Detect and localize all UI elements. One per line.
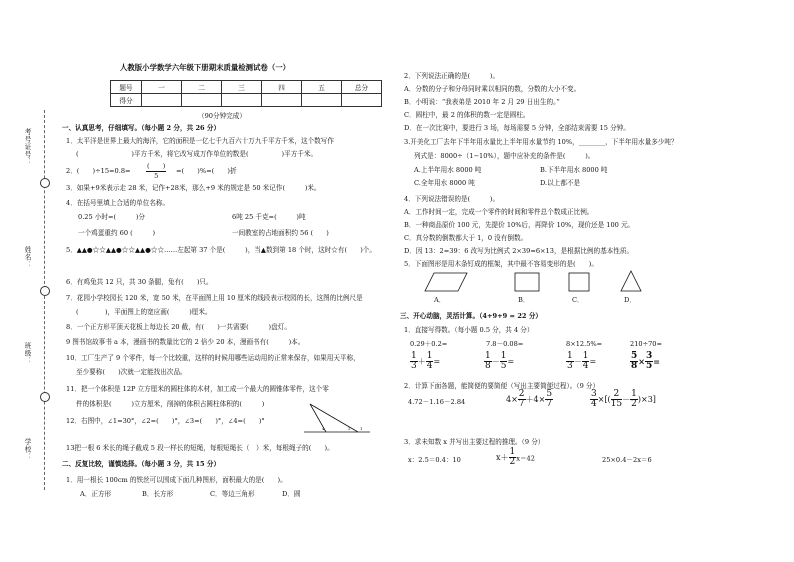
choice-question-3-a: 3.开美化工厂去年下半年用水量比上半年用水量节约 10%，________，下半年用水量多少吨？	[404, 138, 678, 146]
choice-1-option-d: D．圆	[282, 490, 301, 498]
choice-5-option-d: D．	[624, 296, 636, 304]
calc-2-item-c: $\frac{3}{4}$ ×[( $\frac{2}{15}$ － $\frac{1}{2}$ )×3]	[591, 389, 656, 409]
score-row-label: 得分	[111, 94, 142, 107]
score-input-cell[interactable]	[142, 94, 182, 107]
angle-figure	[300, 402, 372, 436]
calc-1-item: 210÷70=	[630, 340, 663, 348]
question-9: 9 图书馆故事书 a 本，漫画书的数量比它的 2 倍少 20 本，漫画书有( )本。	[66, 338, 305, 346]
margin-label-kaohao: 考号证号：	[23, 128, 31, 166]
choice-2-option-c: C．圆柱中，最 2 的体积的数一定是圆柱。	[404, 111, 530, 119]
score-input-cell[interactable]	[342, 94, 382, 107]
calc-question-2: 2．计算下面各题，能简便的要简便（写出主要简便过程）。（9 分）	[404, 382, 600, 390]
choice-2-option-a: A．分数的分子和分母同时乘以相同的数，分数的大小不变。	[404, 85, 581, 93]
choice-question-3-b: 列式是：8000÷（1−10%），题中应补充的条件是( )。	[414, 152, 595, 160]
question-3: 3．如果+9米表示走 28 米，记作+28米，那么+9 米的规定是 50 米记作( )米。	[66, 184, 321, 192]
question-11-line-b: 件的体积是( )立方厘米，削掉的体积占圆柱体积的( )	[76, 400, 265, 408]
calc-1-fraction-row: $\frac{1}{3}$ ＋ $\frac{1}{4}$ = $\frac{1}{8}$ － $\frac{1}{5}$ = $\frac{1}{3}$ － $\frac{1}{4}$ = $\frac{5}{8}$ × $\frac{3}{5}$ =	[411, 351, 660, 371]
choice-question-2: 2．下列说法正确的是( )。	[404, 72, 500, 80]
section-1-heading: 一、认真思考，仔细填写。（每小题 2 分，共 26 分）	[62, 124, 221, 132]
choice-4-option-d: D．因 13：2=39：6 改写为比例式 2×39=6×13，是根据比例的基本性质。	[404, 247, 634, 255]
choice-question-5: 5．下面图形是用木条钉成的框架，其中最不容易变形的是( )。	[404, 260, 598, 268]
margin-label-class: 班级：	[23, 342, 31, 365]
choice-3-option-c: C.全年用水 8000 吨	[414, 179, 475, 187]
exam-title: 人教版小学数学六年级下册期末质量检测试卷（一）	[120, 63, 290, 72]
score-header-cell: 三	[222, 81, 262, 94]
binding-hole	[40, 178, 50, 188]
question-12: 12．右图中，∠1=30°，∠2=( )°，∠3=( )°，∠4=( )°	[66, 417, 265, 425]
calc-3-item-c: 25×0.4－2x＝6	[602, 456, 652, 464]
question-4-c: 一个鸡蛋重约 60 ( )	[78, 229, 156, 237]
choice-2-option-b: B．小明说：“我表弟是 2010 年 2 月 29 日出生的。”	[404, 98, 560, 106]
score-input-cell[interactable]	[222, 94, 262, 107]
question-4-a: 0.25 小时=( )分	[78, 213, 146, 221]
parallelogram-frame	[424, 272, 468, 292]
choice-2-option-d: D．在一次比赛中，要进行 3 场，每场需要 5 分钟，全部结束需要 15 分钟。	[404, 124, 630, 132]
section-3-heading: 三、开心动脑，灵活计算。（4+9+9 = 22 分）	[400, 312, 543, 320]
choice-5-option-b: B．	[518, 296, 530, 304]
score-header-cell: 题号	[111, 81, 142, 94]
choice-3-option-d: D.以上都不是	[540, 179, 581, 187]
calc-2-item-a: 4.72－1.16－2.84	[408, 398, 466, 406]
question-10-line-a: 10．工厂生产了 9 个零件，每一个比较重，这样的时候用哪些运动用的正常来保存，如果用天平称，	[66, 354, 360, 362]
question-7-line-b: ( )，平面图上的宽应画( )厘米。	[76, 308, 212, 316]
binding-hole	[40, 286, 50, 296]
triangle-frame	[620, 270, 642, 292]
score-input-cell[interactable]	[262, 94, 302, 107]
question-4-d: 一间教室的占地面积约 56 ( )	[232, 229, 329, 237]
binding-hole	[40, 392, 50, 402]
question-5: 5．▲▲●☆☆▲▲●☆☆▲▲●☆☆……左起第 37 个是( )，当▲数到第 18 个时，这时☆有( )个。	[66, 246, 376, 254]
choice-1-option-c: C．等边三角形	[210, 490, 255, 498]
choice-4-option-a: A．工作时间一定，完成一个零件的时间和零件总个数成正比例。	[404, 208, 594, 216]
score-input-cell[interactable]	[302, 94, 342, 107]
rectangle-frame	[514, 272, 540, 292]
calc-1-item: 7.8－0.08=	[486, 340, 524, 348]
score-header-cell: 五	[302, 81, 342, 94]
calc-2-item-b: 4× $\frac{2}{7}$ ＋4× $\frac{5}{7}$	[506, 389, 553, 409]
choice-question-4: 4．下列说法错误的是( )。	[404, 195, 500, 203]
svg-text:1: 1	[360, 426, 363, 431]
choice-5-option-a: A．	[434, 296, 446, 304]
question-2-fraction: ( ) 5	[147, 162, 166, 180]
question-2-b: =( )%=( )折	[176, 167, 237, 175]
question-7-line-a: 7．花园小学校园长 120 米，宽 50 米，在平面图上用 10 厘米的线段表示校园的长，这图的比例尺是	[66, 294, 363, 302]
question-6: 6．有鸡兔共 12 只，共 30 条腿，兔有( )只。	[66, 278, 213, 286]
question-2-a: 2．( )÷15=0.8=	[66, 167, 131, 175]
question-1-line-a: 1．太平洋是世界上最大的海洋，它的面积是一亿七千九百六十万九千平方千米，这个数写作	[66, 137, 334, 145]
question-4-b: 6吨 25 千克=( )吨	[232, 213, 306, 221]
calc-1-item: 0.29＋0.2=	[410, 340, 448, 348]
calc-question-1: 1．直接写得数。（每小题 0.5 分，共 4 分）	[404, 326, 534, 334]
choice-3-option-b: B.下半年用水 8000 吨	[540, 166, 608, 174]
margin-label-name: 姓名：	[23, 246, 31, 269]
svg-text:2: 2	[348, 426, 351, 431]
score-header-cell: 一	[142, 81, 182, 94]
calc-1-item: 8×12.5%=	[566, 340, 603, 348]
choice-4-option-c: C．真分数的倒数都大于 1，0 没有倒数。	[404, 234, 528, 242]
choice-4-option-b: B．一种商品原价 100 元，先提价 10%后，再降价 10%，现价还是 100 元。	[404, 221, 635, 229]
score-header-cell: 二	[182, 81, 222, 94]
square-frame	[568, 272, 590, 292]
choice-1-option-a: A．正方形	[80, 490, 112, 498]
choice-question-1: 1．用一根长 100cm 的铁丝可以围成下面几种图形，面积最大的是( )。	[66, 476, 287, 484]
score-table	[110, 80, 382, 107]
question-13: 13把一根 6 米长的绳子截成 5 段一样长的短绳，每根短绳长（ ）米，每根绳子的( )。	[66, 444, 334, 452]
time-note: （90分钟完成）	[198, 112, 246, 120]
score-header-cell: 总分	[342, 81, 382, 94]
choice-3-option-a: A.上半年用水 8000 吨	[414, 166, 482, 174]
score-input-cell[interactable]	[182, 94, 222, 107]
choice-5-option-c: C．	[572, 296, 584, 304]
margin-label-school: 学校：	[23, 438, 31, 461]
svg-text:4: 4	[322, 426, 325, 431]
question-10-line-b: 至少要称( )次就一定能找出次品。	[76, 368, 187, 376]
section-2-heading: 二、反复比较，谨慎选择。（每小题 3 分，共 15 分）	[62, 460, 221, 468]
question-11-line-a: 11．把一个体积是 12P 立方厘米的圆柱体的木材，加工成一个最大的圆锥体零件，这个零	[66, 385, 329, 393]
calc-question-3: 3．求未知数 x 并写出主要过程的推理。（9 分）	[404, 438, 545, 446]
calc-3-item-a: x：2.5＝0.4：10	[408, 456, 461, 464]
calc-3-item-b: x＋ $\frac{1}{2}$ x＝42	[496, 447, 535, 467]
calc-3-item-b-rest: x＝42	[516, 454, 535, 463]
question-4: 4．在括号里填上合适的单位名称。	[66, 199, 170, 207]
choice-1-option-b: B．长方形	[142, 490, 174, 498]
binding-line	[44, 110, 45, 490]
score-header-cell: 四	[262, 81, 302, 94]
question-8: 8．一个正方形平顶天花板上每边长 20 截，有( )一共需要( )盘灯。	[66, 323, 291, 331]
question-1-line-b: ( )平方千米，将它改写成万作单位的数是( )平方千米。	[76, 150, 318, 158]
